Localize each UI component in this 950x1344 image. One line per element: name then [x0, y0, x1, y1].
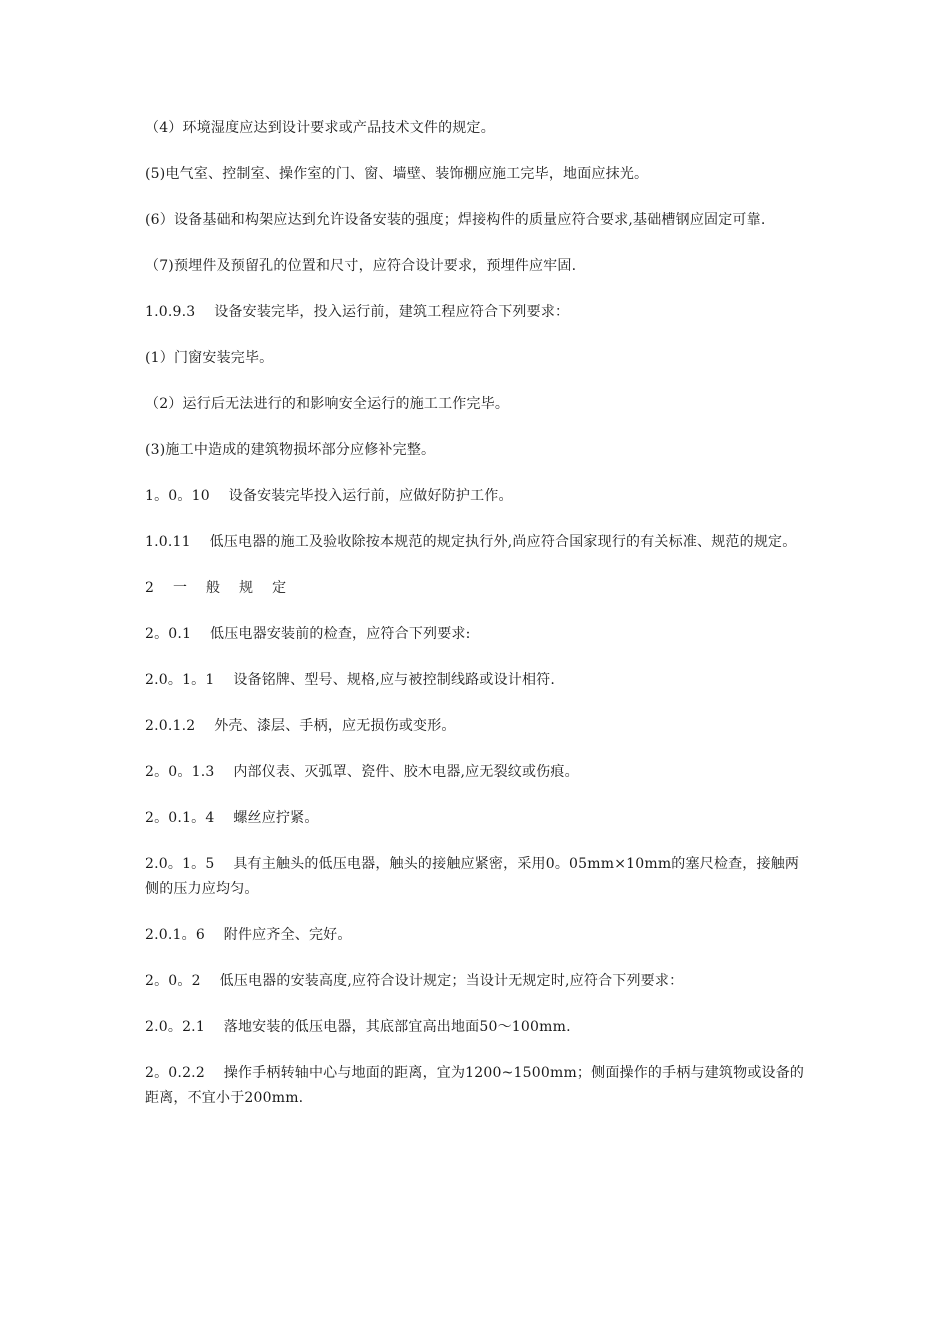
section-1-0-10: 1。0。10 设备安装完毕投入运行前，应做好防护工作。 [145, 488, 513, 504]
section-2-0-1-2: 2.0.1.2 外壳、漆层、手柄，应无损伤或变形。 [145, 718, 456, 734]
chapter-2-heading: 2 一 般 规 定 [145, 580, 287, 596]
section-2-0-2-2: 2。0.2.2 操作手柄转轴中心与地面的距离，宜为1200~1500mm；侧面操作的手柄与建筑物或设备的距离，不宜小于200mm. [145, 1065, 805, 1106]
paragraph-doors-windows: (1）门窗安装完毕。 [145, 350, 274, 366]
section-2-0-2-1: 2.0。2.1 落地安装的低压电器，其底部宜高出地面50～100mm. [145, 1019, 571, 1035]
section-2-0-1-4: 2。0.1。4 螺丝应拧紧。 [145, 810, 319, 826]
paragraph-rooms-finish: (5)电气室、控制室、操作室的门、窗、墙壁、装饰棚应施工完毕，地面应抹光。 [145, 166, 649, 182]
paragraph-foundation: (6）设备基础和构架应达到允许设备安装的强度；焊接构件的质量应符合要求,基础槽钢应固定可靠. [145, 212, 766, 228]
section-1-0-9-3: 1.0.9.3 设备安装完毕，投入运行前，建筑工程应符合下列要求： [145, 304, 570, 320]
paragraph-humidity: （4）环境湿度应达到设计要求或产品技术文件的规定。 [145, 120, 495, 136]
section-2-0-2: 2。0。2 低压电器的安装高度,应符合设计规定；当设计无规定时,应符合下列要求： [145, 973, 684, 989]
document-body [145, 116, 810, 1132]
section-2-0-1: 2。0.1 低压电器安装前的检查，应符合下列要求: [145, 626, 471, 642]
section-2-0-1-5: 2.0。1。5 具有主触头的低压电器，触头的接触应紧密，采用0。05mm×10mm的塞尺检查，接触两侧的压力应均匀。 [145, 856, 800, 897]
section-2-0-1-1: 2.0。1。1 设备铭牌、型号、规格,应与被控制线路或设计相符. [145, 672, 556, 688]
paragraph-construction-work: （2）运行后无法进行的和影响安全运行的施工工作完毕。 [145, 396, 510, 412]
paragraph-building-repair: (3)施工中造成的建筑物损坏部分应修补完整。 [145, 442, 436, 458]
section-2-0-1-3: 2。0。1.3 内部仪表、灭弧罩、瓷件、胶木电器,应无裂纹或伤痕。 [145, 764, 579, 780]
paragraph-embedded-parts: （7)预埋件及预留孔的位置和尺寸，应符合设计要求，预埋件应牢固. [145, 258, 577, 274]
section-1-0-11: 1.0.11 低压电器的施工及验收除按本规范的规定执行外,尚应符合国家现行的有关标准、规范的规定。 [145, 534, 797, 550]
section-2-0-1-6: 2.0.1。6 附件应齐全、完好。 [145, 927, 352, 943]
